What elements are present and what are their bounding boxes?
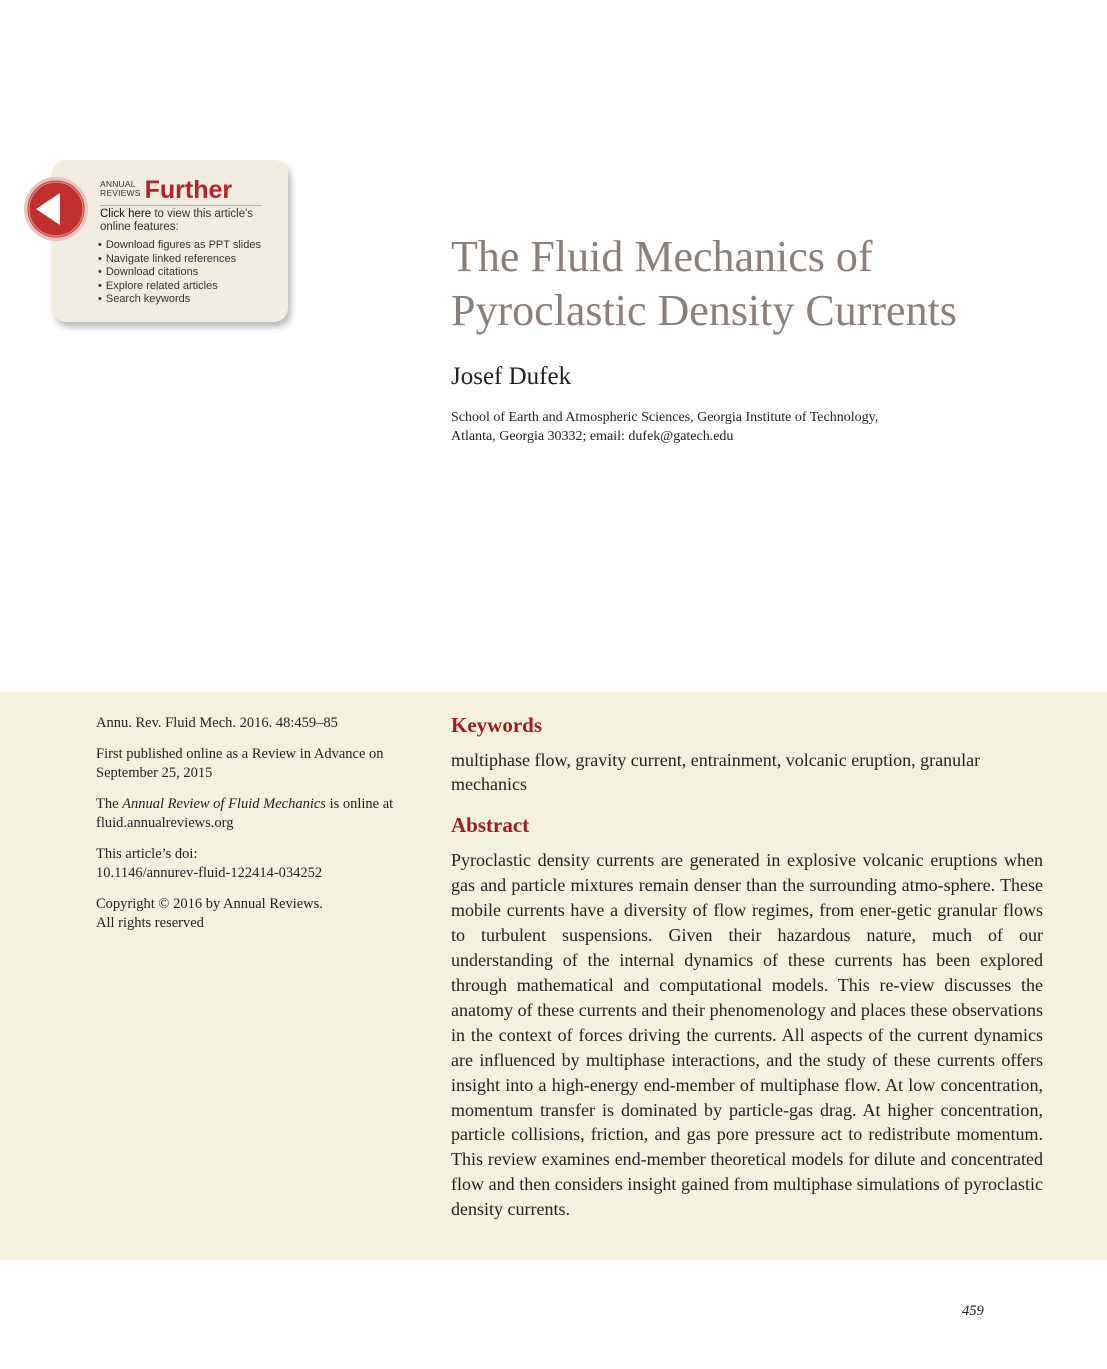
author-affiliation xyxy=(451,409,1011,446)
title-line-1: The Fluid Mechanics of xyxy=(451,232,873,281)
page-number: 459 xyxy=(962,1303,984,1319)
abstract-heading: Abstract xyxy=(451,813,530,837)
feature-item: • Explore related articles xyxy=(98,280,261,294)
click-here-link[interactable]: Click here xyxy=(100,208,152,220)
further-word: Further xyxy=(144,176,233,204)
further-brand xyxy=(100,176,232,204)
affiliation-line-1: School of Earth and Atmospheric Sciences, Georgia Institute of Technology, xyxy=(451,410,879,425)
play-arrow-icon[interactable] xyxy=(23,176,89,242)
article-metadata xyxy=(96,714,416,945)
article-title xyxy=(451,230,1071,338)
title-line-2: Pyroclastic Density Currents xyxy=(451,286,957,335)
further-click-text xyxy=(100,208,280,234)
doi-value[interactable]: 10.1146/annurev-fluid-122414-034252 xyxy=(96,865,323,881)
keywords-heading: Keywords xyxy=(451,713,542,737)
journal-online-note: The Annual Review of Fluid Mechanics is online at fluid.annualreviews.org xyxy=(96,796,394,831)
journal-name: Annual Review of Fluid Mechanics xyxy=(122,796,326,812)
copyright-block xyxy=(96,895,416,933)
rights: All rights reserved xyxy=(96,915,204,931)
abstract-text: Pyroclastic density currents are generated in explosive volcanic eruptions when gas and particle mixtures remain denser than the surrounding atmo-sphere. These mobile currents have a diversity of flow regimes, from ener-getic granular flows to turbulent suspensions. Given their hazardous nature, much of our understanding of the internal dynamics of these currents has been explored through mathematical and computational models. This re-view discusses the anatomy of these currents and their phenomenology and places these observations in the context of forces driving the currents. All aspects of the current dynamics are influenced by multiphase interactions, and the study of these currents offers insight into a high-energy end-member of multiphase flow. At low concentration, momentum transfer is dominated by particle-gas drag. At higher concentration, particle collisions, friction, and gas pore pressure act to redistribute momentum. This review examines end-member theoretical models for dilute and concentrated flow and then considers insight gained from multiphase simulations of pyroclastic density currents. xyxy=(451,850,1043,1220)
copyright: Copyright © 2016 by Annual Reviews. xyxy=(96,896,323,912)
keywords-text: multiphase flow, gravity current, entrainment, volcanic eruption, granular mechanics xyxy=(451,750,981,794)
click-here-description: to view this article's online features: xyxy=(100,208,254,233)
annual-reviews-small-logo: ANNUAL REVIEWS xyxy=(100,179,141,198)
further-divider xyxy=(100,205,262,206)
feature-item: • Navigate linked references xyxy=(98,253,261,267)
doi-label: This article’s doi: xyxy=(96,846,198,862)
published-date: First published online as a Review in Advance on September 25, 2015 xyxy=(96,746,384,781)
further-features-list xyxy=(98,239,261,307)
feature-item: • Search keywords xyxy=(98,293,261,307)
author-name: Josef Dufek xyxy=(451,363,572,390)
feature-item: • Download citations xyxy=(98,266,261,280)
affiliation-line-2: Atlanta, Georgia 30332; email: dufek@gatech.edu xyxy=(451,428,734,444)
doi-block xyxy=(96,845,416,883)
feature-item: • Download figures as PPT slides xyxy=(98,239,261,253)
citation: Annu. Rev. Fluid Mech. 2016. 48:459–85 xyxy=(96,715,338,731)
